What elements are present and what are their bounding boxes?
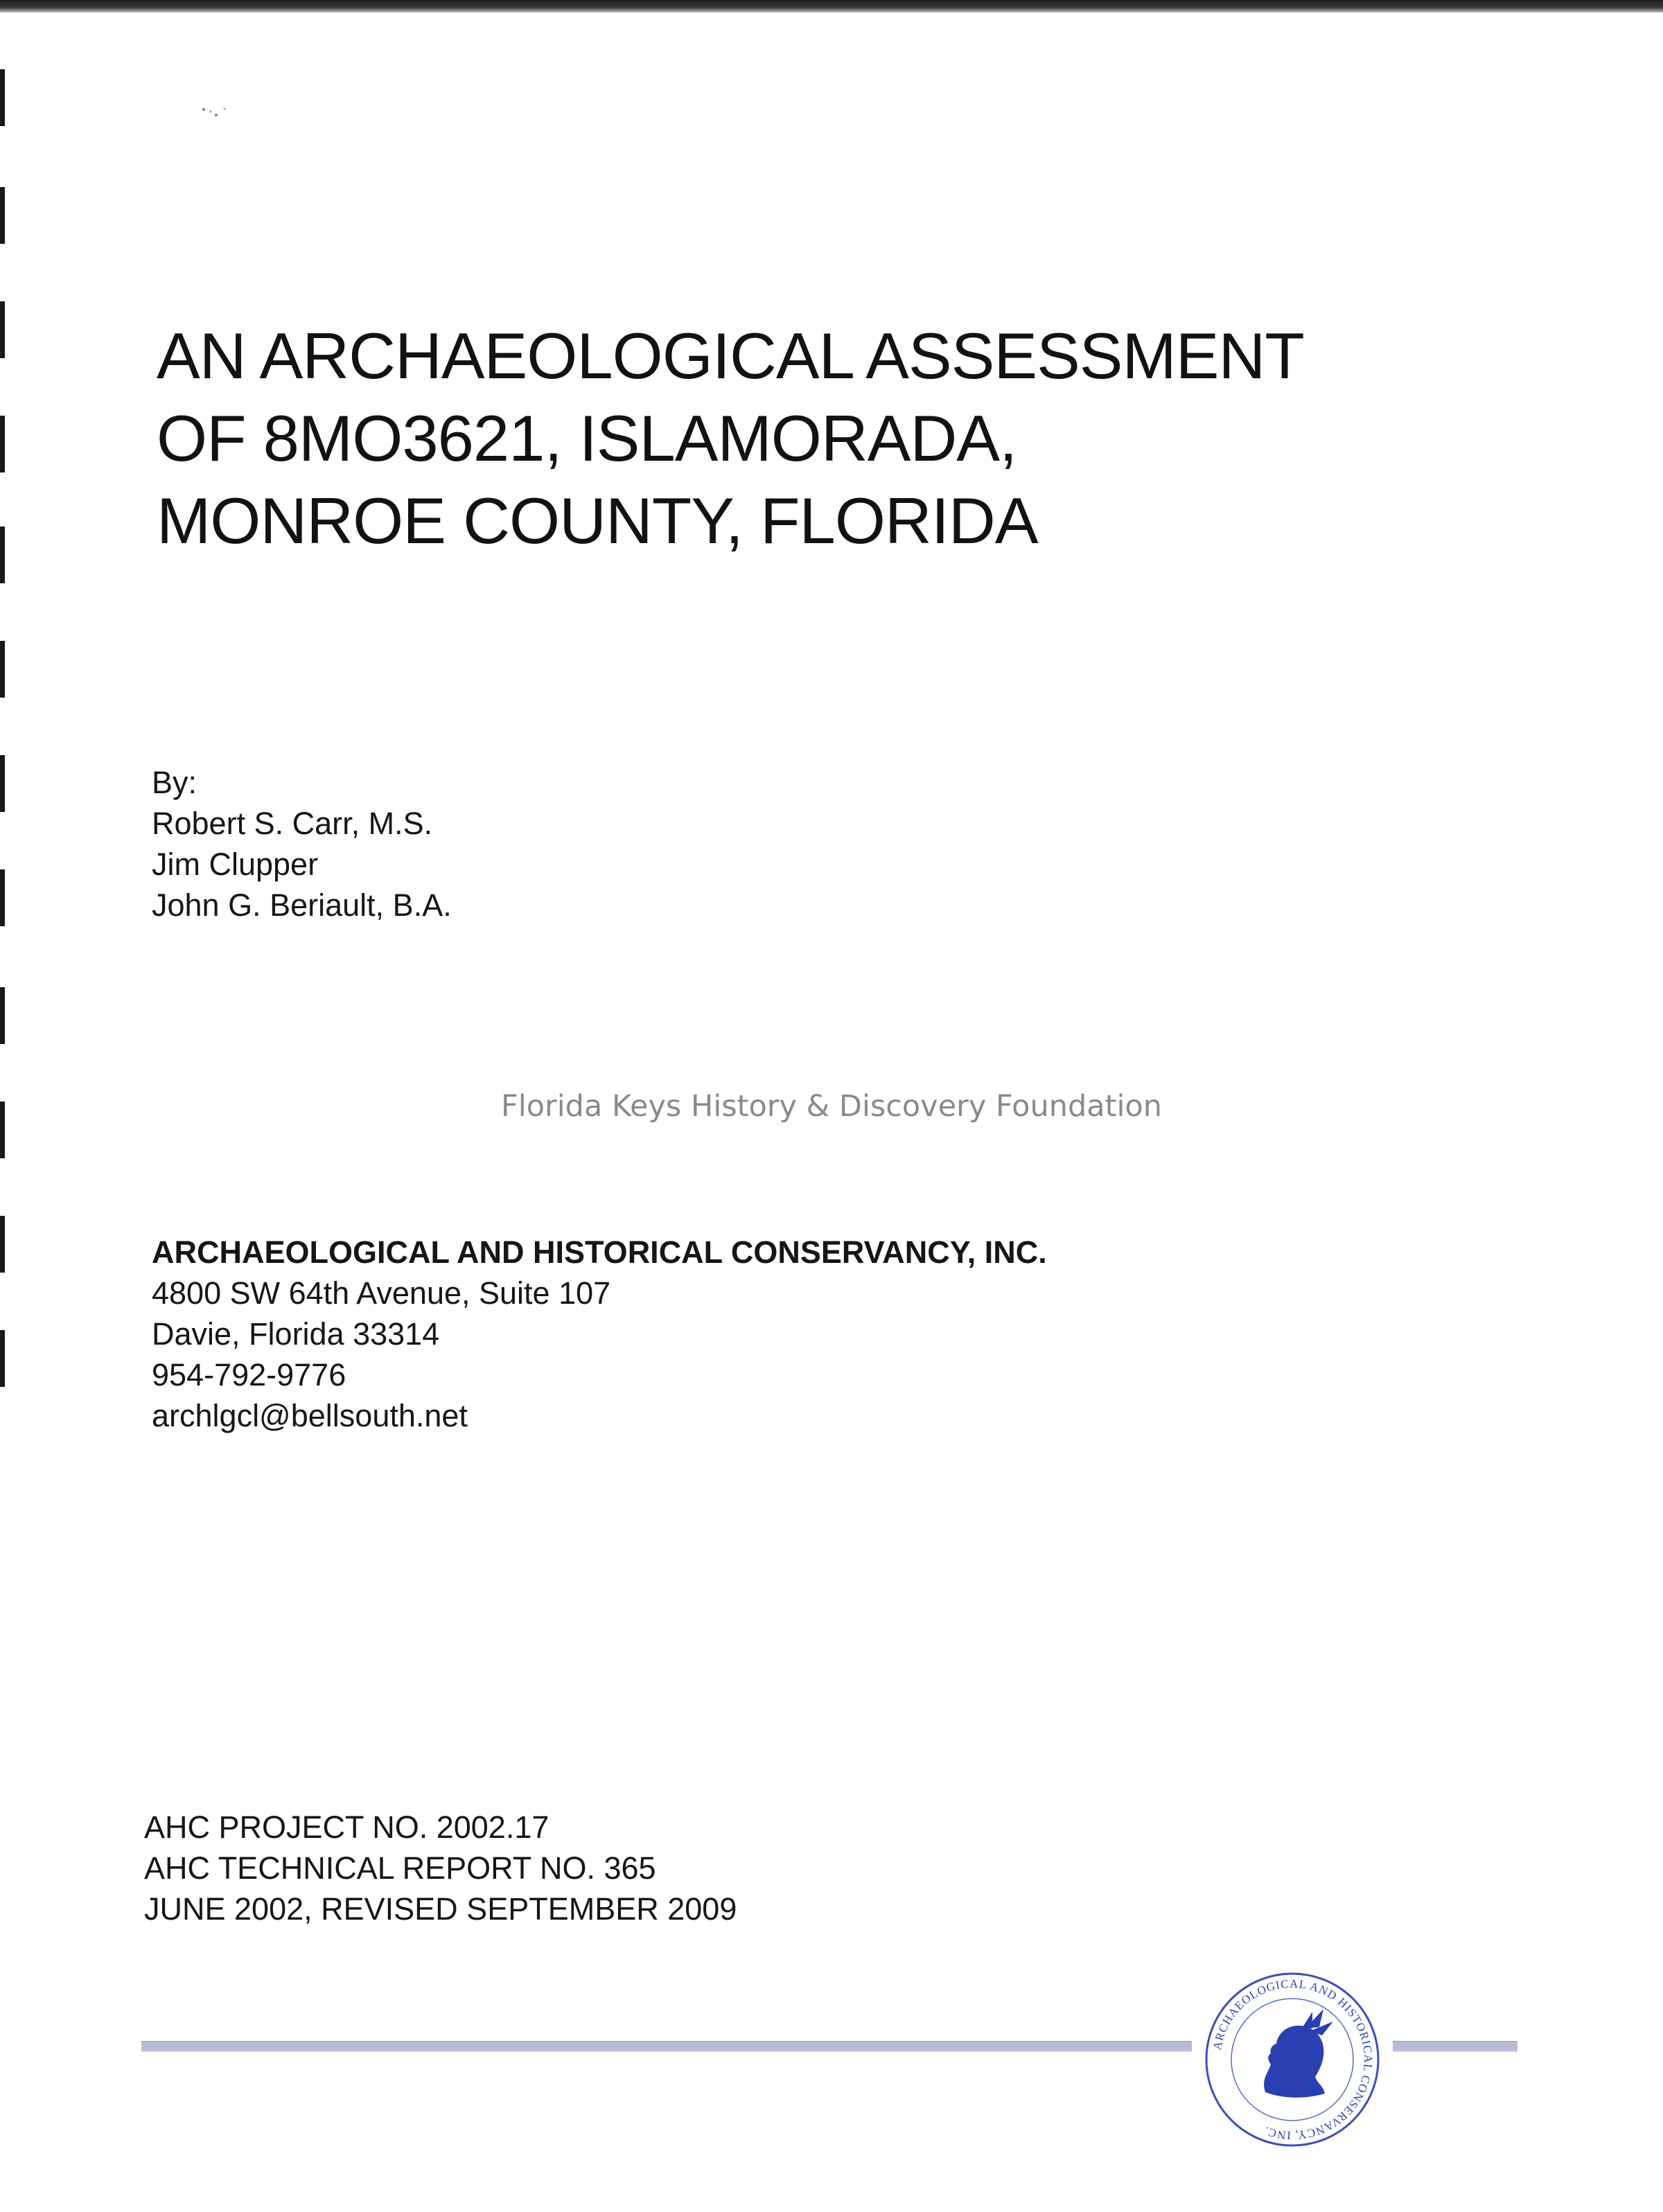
email-address: archlgcl@bellsouth.net — [152, 1398, 468, 1433]
report-title — [157, 315, 1473, 562]
title-line-1: AN ARCHAEOLOGICAL ASSESSMENT — [157, 319, 1304, 392]
organization-block — [152, 1232, 1047, 1436]
project-number: AHC PROJECT NO. 2002.17 — [144, 1810, 549, 1845]
technical-report-number: AHC TECHNICAL REPORT NO. 365 — [144, 1850, 656, 1886]
conservancy-seal-logo — [1202, 1969, 1383, 2150]
foundation-watermark — [0, 1089, 1663, 1124]
phone-number: 954-792-9776 — [152, 1357, 346, 1392]
title-line-2: OF 8MO3621, ISLAMORADA, — [157, 402, 1017, 475]
author-name: Robert S. Carr, M.S. — [152, 806, 433, 841]
address-line-2: Davie, Florida 33314 — [152, 1316, 440, 1352]
by-label: By: — [152, 765, 197, 800]
author-name: John G. Beriault, B.A. — [152, 887, 452, 923]
author-name: Jim Clupper — [152, 847, 319, 882]
seal-ring-text: ARCHAEOLOGICAL AND HISTORICAL CONSERVANCY, INC. — [1210, 1976, 1375, 2143]
scan-speck — [201, 105, 229, 118]
binding-holes — [0, 62, 10, 1406]
authors-block — [152, 762, 452, 926]
watermark-text: Florida Keys History & Discovery Foundation — [501, 1089, 1162, 1124]
address-line-1: 4800 SW 64th Avenue, Suite 107 — [152, 1275, 611, 1311]
scan-top-edge — [0, 0, 1663, 12]
footer-rule-right — [1393, 2041, 1517, 2052]
report-date: JUNE 2002, REVISED SEPTEMBER 2009 — [144, 1891, 737, 1927]
project-info-block — [144, 1807, 737, 1929]
organization-name: ARCHAEOLOGICAL AND HISTORICAL CONSERVANCY, INC. — [152, 1235, 1047, 1270]
footer-rule-left — [141, 2041, 1192, 2052]
title-line-3: MONROE COUNTY, FLORIDA — [157, 484, 1038, 557]
